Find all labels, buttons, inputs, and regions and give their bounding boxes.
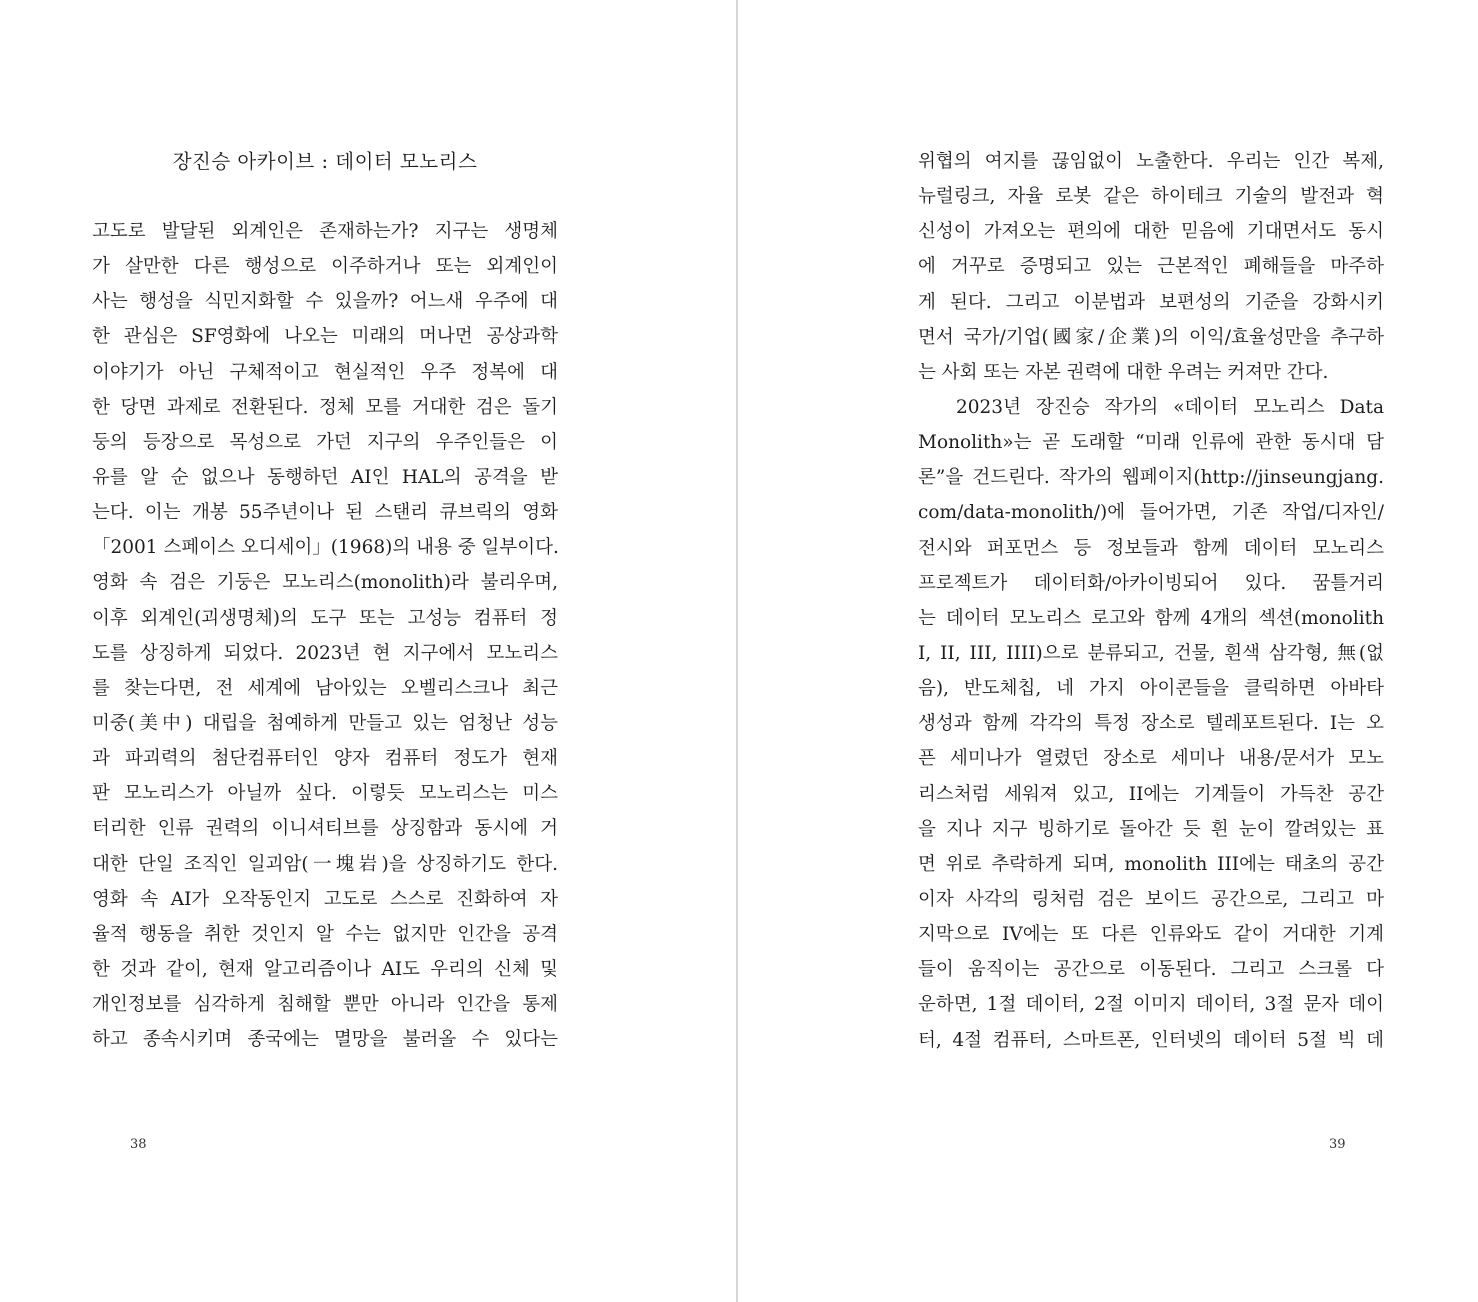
text-line: 픈 세미나가 열렸던 장소로 세미나 내용/문서가 모노 — [918, 748, 1384, 770]
text-line: 면 위로 추락하게 되며, monolith III에는 태초의 공간 — [918, 853, 1384, 875]
text-line: 위협의 여지를 끊임없이 노출한다. 우리는 인간 복제, — [918, 151, 1384, 172]
text-line: 는 데이터 모노리스 로고와 함께 4개의 섹션(monolith — [918, 607, 1384, 629]
text-line: 터리한 인류 권력의 이니셔티브를 상징함과 동시에 거 — [92, 818, 558, 840]
text-line: 가 살만한 다른 행성으로 이주하거나 또는 외계인이 — [92, 256, 558, 278]
book-gutter — [736, 0, 738, 1302]
text-line: 는 사회 또는 자본 권력에 대한 우려는 커져만 간다. — [918, 361, 1329, 383]
text-line: 음), 반도체칩, 네 가지 아이콘들을 클릭하면 아바타 — [918, 678, 1384, 700]
left-page-body — [92, 214, 558, 1057]
text-line: 이야기가 아닌 구체적이고 현실적인 우주 정복에 대 — [92, 361, 558, 383]
text-line: 전시와 퍼포먼스 등 정보들과 함께 데이터 모노리스 — [918, 537, 1384, 559]
text-line: 론”을 건드린다. 작가의 웹페이지(http://jinseungjang. — [918, 467, 1384, 489]
text-line: 둥의 등장으로 목성으로 가던 지구의 우주인들은 이 — [92, 431, 558, 453]
text-line: 영화 속 AI가 오작동인지 고도로 스스로 진화하여 자 — [92, 888, 558, 910]
text-line: 생성과 함께 각각의 특정 장소로 텔레포트된다. I는 오 — [918, 713, 1384, 735]
text-line: I, II, III, IIII)으로 분류되고, 건물, 흰색 삼각형, 無(없 — [918, 642, 1384, 664]
text-line: 신성이 가져오는 편의에 대한 믿음에 기대면서도 동시 — [918, 221, 1384, 243]
text-line: 한 것과 같이, 현재 알고리즘이나 AI도 우리의 신체 및 — [92, 958, 558, 980]
text-line: 유를 알 순 없으나 동행하던 AI인 HAL의 공격을 받 — [92, 466, 558, 488]
text-line: 을 지나 지구 빙하기로 돌아간 듯 흰 눈이 깔려있는 표 — [918, 818, 1384, 840]
text-line: 율적 행동을 취한 것인지 알 수는 없지만 인간을 공격 — [92, 923, 558, 945]
text-line: 지막으로 IV에는 또 다른 인류와도 같이 거대한 기계 — [918, 924, 1384, 946]
text-line: 이후 외계인(괴생명체)의 도구 또는 고성능 컴퓨터 정 — [92, 607, 558, 629]
text-line: 터, 4절 컴퓨터, 스마트폰, 인터넷의 데이터 5절 빅 데 — [918, 1029, 1384, 1051]
text-line: com/data-monolith/)에 들어가면, 기존 작업/디자인/ — [918, 502, 1384, 524]
text-line: 를 찾는다면, 전 세계에 남아있는 오벨리스크나 최근 — [92, 677, 558, 699]
text-line: 하고 종속시키며 종국에는 멸망을 불러올 수 있다는 — [92, 1029, 558, 1051]
text-line: 한 관심은 SF영화에 나오는 미래의 머나먼 공상과학 — [92, 326, 558, 348]
text-line: 프로젝트가 데이터화/아카이빙되어 있다. 꿈틀거리 — [918, 572, 1384, 594]
page-number-left: 38 — [130, 1137, 147, 1152]
text-line: 과 파괴력의 첨단컴퓨터인 양자 컴퓨터 정도가 현재 — [92, 748, 558, 770]
text-line: 는다. 이는 개봉 55주년이나 된 스탠리 큐브릭의 영화 — [92, 502, 558, 524]
text-line: 「2001 스페이스 오디세이」(1968)의 내용 중 일부이다. — [92, 537, 559, 559]
text-line: 2023년 장진승 작가의 «데이터 모노리스 Data — [956, 396, 1384, 418]
text-line: 개인정보를 심각하게 침해할 뿐만 아니라 인간을 통제 — [92, 994, 558, 1016]
right-page-body — [918, 144, 1384, 1058]
text-line: 고도로 발달된 외계인은 존재하는가? 지구는 생명체 — [92, 221, 558, 242]
text-line: 도를 상징하게 되었다. 2023년 현 지구에서 모노리스 — [92, 642, 558, 664]
text-line: 한 당면 과제로 전환된다. 정체 모를 거대한 검은 돌기 — [92, 396, 558, 418]
running-head: 장진승 아카이브 : 데이터 모노리스 — [172, 150, 478, 173]
text-line: 리스처럼 세워져 있고, II에는 기계들이 가득찬 공간 — [918, 783, 1384, 805]
page-number-right: 39 — [1329, 1137, 1346, 1152]
text-line: 영화 속 검은 기둥은 모노리스(monolith)라 불리우며, — [92, 572, 558, 594]
text-line: 사는 행성을 식민지화할 수 있을까? 어느새 우주에 대 — [92, 291, 558, 313]
text-line: 판 모노리스가 아닐까 싶다. 이렇듯 모노리스는 미스 — [92, 783, 558, 805]
text-line: 들이 움직이는 공간으로 이동된다. 그리고 스크롤 다 — [918, 959, 1384, 981]
text-line: 뉴럴링크, 자율 로봇 같은 하이테크 기술의 발전과 혁 — [918, 186, 1384, 208]
text-line: 에 거꾸로 증명되고 있는 근본적인 폐해들을 마주하 — [918, 256, 1384, 278]
text-line: 운하면, 1절 데이터, 2절 이미지 데이터, 3절 문자 데이 — [918, 994, 1384, 1016]
text-line: 미중(美中) 대립을 첨예하게 만들고 있는 엄청난 성능 — [92, 712, 558, 734]
text-line: 대한 단일 조직인 일괴암(一塊岩)을 상징하기도 한다. — [92, 853, 558, 875]
text-line: 게 된다. 그리고 이분법과 보편성의 기준을 강화시키 — [918, 291, 1384, 313]
text-line: 면서 국가/기업(國家/企業)의 이익/효율성만을 추구하 — [918, 326, 1384, 348]
text-line: 이자 사각의 링처럼 검은 보이드 공간으로, 그리고 마 — [918, 888, 1384, 910]
text-line: Monolith»는 곧 도래할 “미래 인류에 관한 동시대 담 — [918, 432, 1384, 454]
